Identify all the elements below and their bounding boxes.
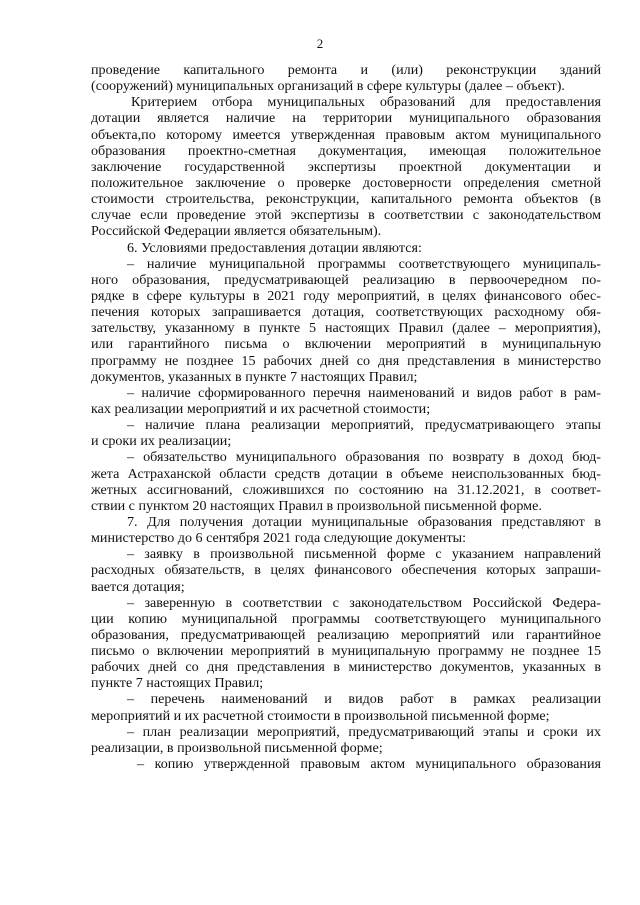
text-line: Российской Федерации является обязательным).: [91, 223, 382, 240]
text-line: зательству, указанному в пункте 5 настоящих Правил (далее – мероприятия),: [91, 320, 601, 337]
text-line: 6. Условиями предоставления дотации являются:: [127, 239, 422, 256]
text-line: документов, указанных в пункте 7 настоящих Правил;: [91, 368, 418, 385]
text-line: жета Астраханской области средств дотации в объеме неиспользованных бюд-: [91, 465, 601, 482]
text-line: рядке в сфере культуры в 2021 году мероприятий, в целях финансового обес-: [91, 287, 601, 304]
text-line: – план реализации мероприятий, предусматривающий этапы и сроки их: [127, 723, 601, 740]
text-line: пункте 7 настоящих Правил;: [91, 675, 264, 692]
text-line: ствии с пунктом 20 настоящих Правил в произвольной письменной форме.: [91, 497, 542, 514]
text-line: – обязательство муниципального образования по возврату в доход бюд-: [127, 449, 601, 466]
text-line: программу не позднее 15 рабочих дней со дня представления в министерство: [91, 352, 601, 369]
text-line: – заверенную в соответствии с законодательством Российской Федера-: [127, 594, 601, 611]
text-line: реализации, в произвольной письменной форме;: [91, 739, 383, 756]
text-line: – наличие муниципальной программы соответствующего муниципаль-: [127, 255, 601, 272]
text-line: дотации является наличие на территории муниципального образования: [91, 110, 601, 127]
document-body: [91, 62, 601, 772]
text-line: – перечень наименований и видов работ в рамках реализации: [127, 691, 601, 708]
text-line: – наличие сформированного перечня наименований и видов работ в рам-: [127, 384, 601, 401]
text-line: 7. Для получения дотации муниципальные образования представляют в: [127, 513, 601, 530]
text-line: министерство до 6 сентября 2021 года следующие документы:: [91, 530, 467, 547]
text-line: ках реализации мероприятий и их расчетной стоимости;: [91, 400, 431, 417]
text-line: стоимости строительства, реконструкции, капитального ремонта объектов (в: [91, 191, 601, 208]
text-line: ного образования, предусматривающей реализацию в первоочередном по-: [91, 271, 601, 288]
page-number: 2: [316, 36, 324, 51]
text-line: вается дотация;: [91, 578, 185, 595]
text-line: и сроки их реализации;: [91, 433, 232, 450]
text-line: – копию утвержденной правовым актом муниципального образования: [137, 756, 601, 773]
text-line: – заявку в произвольной письменной форме с указанием направлений: [127, 546, 601, 563]
text-line: образования, предусматривающей реализацию мероприятий или гарантийное: [91, 626, 601, 643]
text-line: – наличие плана реализации мероприятий, предусматривающего этапы: [127, 417, 601, 434]
text-line: заключение государственной экспертизы проектной документации и: [91, 158, 601, 175]
text-line: рабочих дней со дня представления в министерство документов, указанных в: [91, 659, 601, 676]
text-line: (сооружений) муниципальных организаций в сфере культуры (далее – объект).: [91, 78, 565, 95]
text-line: образования проектно-сметная документация, имеющая положительное: [91, 142, 601, 159]
text-line: или гарантийного письма о включении мероприятий в муниципальную: [91, 336, 601, 353]
text-line: положительное заключение о проверке достоверности определения сметной: [91, 174, 601, 191]
text-line: случае если проведение этой экспертизы в соответствии с законодательством: [91, 207, 601, 224]
text-line: мероприятий и их расчетной стоимости в произвольной письменной форме;: [91, 707, 550, 724]
text-line: жетных ассигнований, сложившихся по состоянию на 31.12.2021, в соответ-: [91, 481, 601, 498]
text-line: письмо о включении мероприятий в муниципальную программу не позднее 15: [91, 643, 601, 660]
text-line: расходных обязательств, в целях финансового обеспечения которых запраши-: [91, 562, 601, 579]
text-line: проведение капитального ремонта и (или) реконструкции зданий: [91, 62, 601, 78]
text-line: ции копию муниципальной программы соответствующего муниципального: [91, 610, 601, 627]
text-line: объекта,по которому имеется утвержденная правовым актом муниципального: [91, 126, 601, 143]
text-line: печения которых запрашивается дотация, соответствующих расходному обя-: [91, 304, 601, 321]
text-line: Критерием отбора муниципальных образований для предоставления: [131, 94, 601, 111]
